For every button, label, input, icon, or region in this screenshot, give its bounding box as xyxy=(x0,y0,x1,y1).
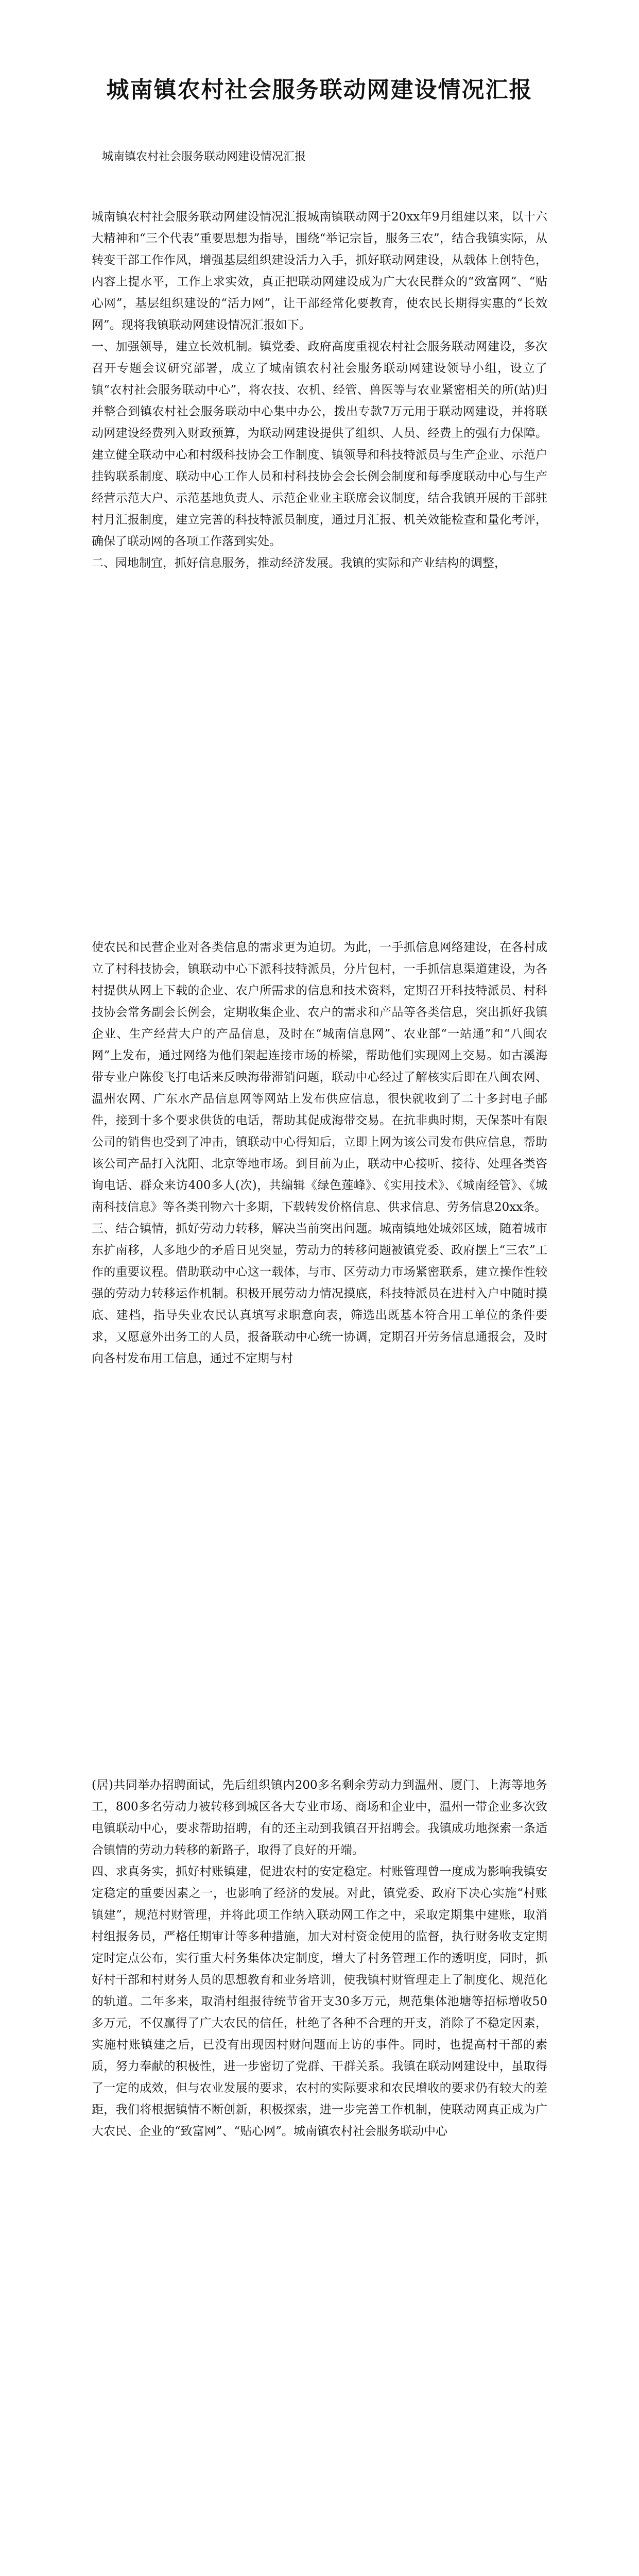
paragraph: 城南镇农村社会服务联动网建设情况汇报城南镇联动网于20xx年9月组建以来，以十六大精神和“三个代表”重要思想为指导，围绕“举记宗旨，服务三农”，结合我镇实际，从转变干部工作作风，增强基层组织建设活力入手，抓好联动网建设，从载体上创特色，内容上提水平，工作上求实效，真正把联动网建设成为广大农民群众的“致富网”、“贴心网”，基层组织建设的“活力网”，让干部经常化要教育，使农民长期得实惠的“长效网”。现将我镇联动网建设情况汇报如下。 xyxy=(92,210,547,332)
paragraph: 四、求真务实，抓好村账镇建，促进农村的安定稳定。村账管理曾一度成为影响我镇安定稳定的重要因素之一，也影响了经济的发展。对此，镇党委、政府下决心实施“村账镇建”，规范村财管理，并将此项工作纳入联动网工作之中，采取定期集中建账，取消村组报务员，严格任期审计等多种措施，加大对村资金使用的监督，执行财务收支定期定时定点公布，实行重大村务集体决定制度，增大了村务管理工作的透明度，同时，抓好村干部和村财务人员的思想教育和业务培训，使我镇村财管理走上了制度化、规范化的轨道。二年多来，取消村组报待统节省开支30多万元，规范集体池塘等招标增收50多万元，不仅赢得了广大农民的信任，杜绝了各种不合理的开支，消除了不稳定因素，实施村账镇建之后，已没有出现因村财问题而上访的事件。同时，也提高村干部的素质，努力奉献的积极性，进一步密切了党群、干群关系。我镇在联动网建设中，虽取得了一定的成效，但与农业发展的要求，农村的实际要求和农民增收的要求仍有较大的差距，我们将根据镇情不断创新，积极探索，进一步完善工作机制，使联动网真正成为广大农民、企业的“致富网”、“贴心网”。城南镇农村社会服务联动中心 xyxy=(92,1865,547,2138)
text-block-3 xyxy=(92,1774,547,2142)
paragraph: (居)共同举办招聘面试，先后组织镇内200多名剩余劳动力到温州、厦门、上海等地务工，800多名劳动力被转移到城区各大专业市场、商场和企业中，温州一带企业多次致电镇联动中心，要求帮助招聘，有的还主动到我镇召开招聘会。我镇成功地探索一条适合镇情的劳动力转移的新路子，取得了良好的开端。 xyxy=(92,1778,547,1857)
text-block-2 xyxy=(92,937,547,1369)
document-subtitle: 城南镇农村社会服务联动网建设情况汇报 xyxy=(102,150,306,163)
paragraph: 使农民和民营企业对各类信息的需求更为迫切。为此，一手抓信息网络建设，在各村成立了村科技协会，镇联动中心下派科技特派员，分片包村，一手抓信息渠道建设，为各村提供从网上下载的企业、农户所需求的信息和技术资料，定期召开科技特派员、村科技协会常务副会长例会，定期收集企业、农户的需求和产品等各类信息，突出抓好我镇企业、生产经营大户的产品信息，及时在“城南信息网”、农业部“一站通”和“八闽农网”上发布，通过网络为他们架起连接市场的桥梁，帮助他们实现网上交易。如古溪海带专业户陈俊飞打电话来反映海带滞销问题，联动中心经过了解核实后即在八闽农网、温州农网、广东水产品信息网等网站上发布供应信息，很快就收到了二十多封电子邮件，接到十多个要求供货的电话，帮助其促成海带交易。在抗非典时期，天保茶叶有限公司的销售也受到了冲击，镇联动中心得知后，立即上网为该公司发布供应信息，帮助该公司产品打入沈阳、北京等地市场。到目前为止，联动中心接听、接待、处理各类咨询电话、群众来访400多人(次)，共编辑《绿色莲峰》、《实用技术》、《城南经管》、《城南科技信息》等各类刊物六十多期，下载转发价格信息、供求信息、劳务信息20xx条。 xyxy=(92,941,547,1214)
paragraph: 三、结合镇情，抓好劳动力转移，解决当前突出问题。城南镇地处城郊区域，随着城市东扩南移，人多地少的矛盾日见突显，劳动力的转移问题被镇党委、政府摆上“三农”工作的重要议程。借助联动中心这一载体，与市、区劳动力市场紧密联系，建立操作性较强的劳动力转移运作机制。积极开展劳动力情况摸底，科技特派员在进村入户中随时摸底、建档，指导失业农民认真填写求职意向表，筛选出既基本符合用工单位的条件要求，又愿意外出务工的人员，报备联动中心统一协调，定期召开劳务信息通报会，及时向各村发布用工信息，通过不定期与村 xyxy=(92,1222,547,1365)
paragraph: 一、加强领导，建立长效机制。镇党委、政府高度重视农村社会服务联动网建设，多次召开专题会议研究部署，成立了城南镇农村社会服务联动网建设领导小组，设立了镇“农村社会服务联动中心”，将农技、农机、经管、兽医等与农业紧密相关的所(站)归并整合到镇农村社会服务联动中心集中办公，拨出专款7万元用于联动网建设，并将联动网建设经费列入财政预算，为联动网建设提供了组织、人员、经费上的强有力保障。建立健全联动中心和村级科技协会工作制度、镇领导和科技特派员与生产企业、示范户挂钩联系制度、联动中心工作人员和村科技协会会长例会制度和每季度联动中心与生产经营示范大户、示范基地负责人、示范企业业主联席会议制度，结合我镇开展的干部驻村月汇报制度，建立完善的科技特派员制度，通过月汇报、机关效能检查和量化考评，确保了联动网的各项工作落到实处。 xyxy=(92,340,547,548)
text-block-1 xyxy=(92,206,547,574)
document-title: 城南镇农村社会服务联动网建设情况汇报 xyxy=(106,77,533,103)
paragraph: 二、园地制宜，抓好信息服务，推动经济发展。我镇的实际和产业结构的调整， xyxy=(92,556,506,570)
